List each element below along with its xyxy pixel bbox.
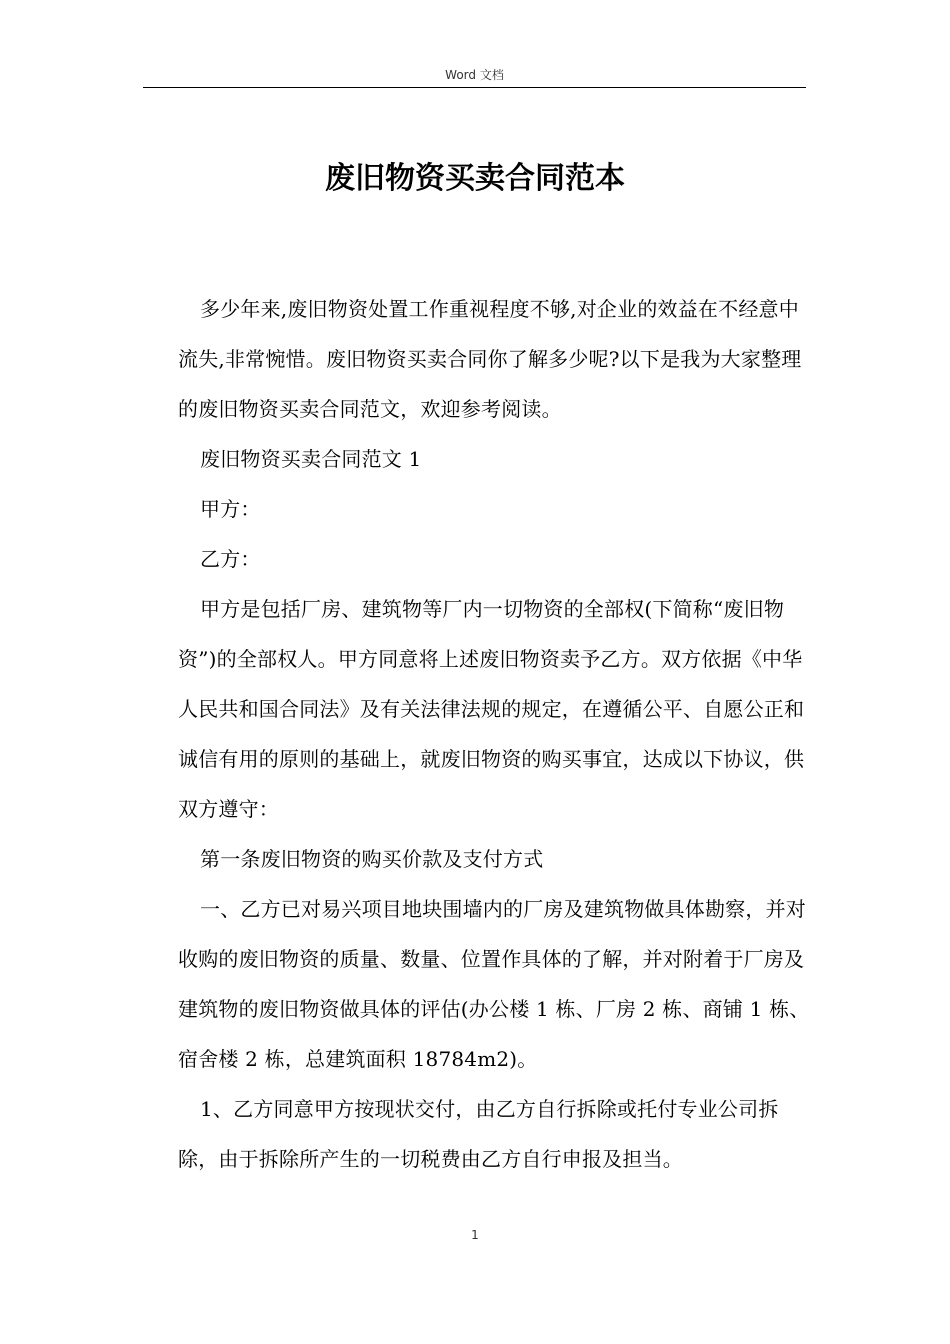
paragraph-intro: 多少年来,废旧物资处置工作重视程度不够,对企业的效益在不经意中流失,非常惋惜。废旧物资买卖合同你了解多少呢?以下是我为大家整理的废旧物资买卖合同范文，欢迎参考阅读。 (178, 297, 802, 421)
paragraph-preamble: 甲方是包括厂房、建筑物等厂内一切物资的全部权(下简称“废旧物资”)的全部权人。甲方同意将上述废旧物资卖予乙方。双方依据《中华人民共和国合同法》及有关法律法规的规定，在遵循公平、自愿公正和诚信有用的原则的基础上，就废旧物资的购买事宜，达成以下协议，供双方遵守： (178, 597, 805, 821)
paragraph-clause-1: 一、乙方已对易兴项目地块围墙内的厂房及建筑物做具体勘察，并对收购的废旧物资的质量、数量、位置作具体的了解，并对附着于厂房及建筑物的废旧物资做具体的评估(办公楼 1 栋、厂房 2 栋、商铺 1 栋、宿舍楼 2 栋，总建筑面积 18784m2)。 (178, 897, 810, 1071)
paragraph-article-1-heading: 第一条废旧物资的购买价款及支付方式 (200, 847, 544, 871)
document-title: 废旧物资买卖合同范本 (325, 161, 625, 196)
page-header (143, 66, 806, 88)
header-label: Word 文档 (445, 68, 504, 82)
paragraph-party-b: 乙方： (200, 547, 261, 571)
document-body (178, 284, 812, 1184)
page-number: 1 (471, 1228, 479, 1242)
paragraph-sample-heading: 废旧物资买卖合同范文 1 (200, 447, 422, 471)
page-footer (0, 1228, 950, 1242)
header-divider (143, 87, 806, 88)
paragraph-party-a: 甲方： (200, 497, 261, 521)
paragraph-clause-1-1: 1、乙方同意甲方按现状交付，由乙方自行拆除或托付专业公司拆除，由于拆除所产生的一切税费由乙方自行申报及担当。 (178, 1097, 779, 1171)
